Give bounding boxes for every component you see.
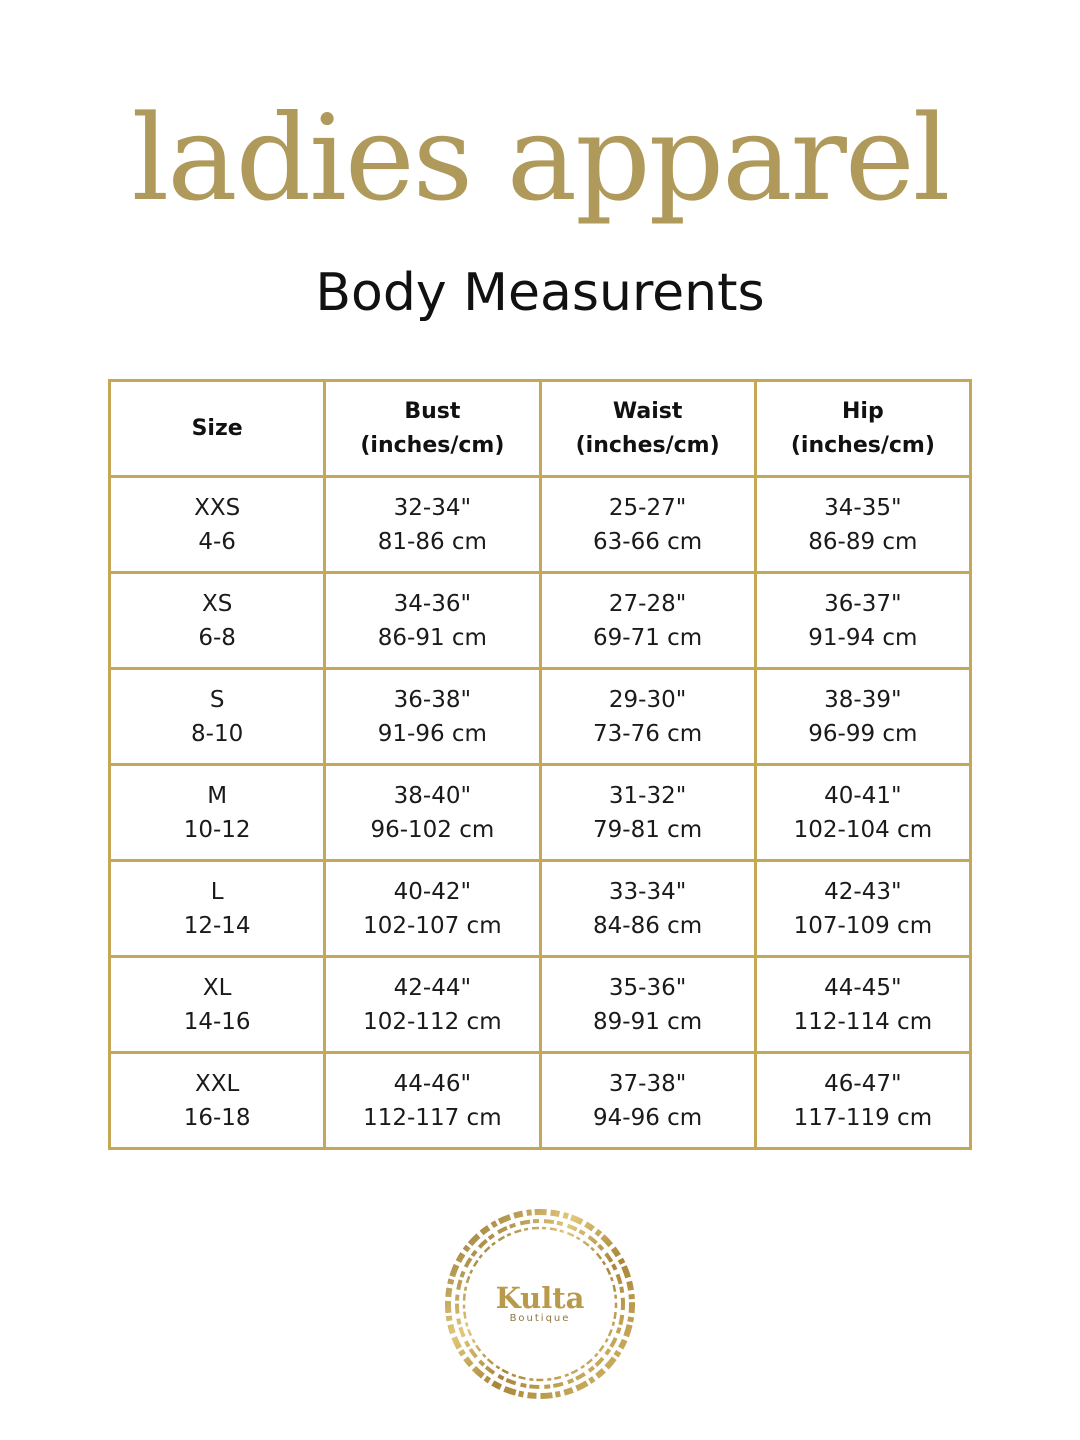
cell-secondary-value: 69-71 cm (593, 624, 703, 651)
table-row (110, 477, 971, 573)
cell-bust (325, 477, 540, 573)
cell-secondary-value: 91-94 cm (808, 624, 918, 651)
cell-primary-value: 36-38" (393, 686, 472, 713)
cell-size (110, 477, 325, 573)
cell-primary-value: 35-36" (608, 974, 687, 1001)
cell-secondary-value: 117-119 cm (793, 1104, 933, 1131)
cell-size (110, 1053, 325, 1149)
cell-primary-value: 29-30" (608, 686, 687, 713)
cell-waist (540, 669, 755, 765)
cell-secondary-value: 63-66 cm (593, 528, 703, 555)
cell-secondary-value: 96-99 cm (808, 720, 918, 747)
cell-size (110, 957, 325, 1053)
cell-secondary-value: 112-114 cm (793, 1008, 933, 1035)
column-header-bust (325, 381, 540, 477)
cell-secondary-value: 10-12 (183, 816, 251, 843)
column-header-size (110, 381, 325, 477)
cell-size (110, 573, 325, 669)
cell-waist (540, 477, 755, 573)
cell-primary-value: L (210, 878, 224, 905)
cell-hip (755, 573, 970, 669)
cell-primary-value: 40-41" (824, 782, 902, 809)
table-row (110, 957, 971, 1053)
cell-size (110, 765, 325, 861)
table-body (110, 477, 971, 1149)
cell-secondary-value: 8-10 (191, 720, 244, 747)
cell-hip (755, 861, 970, 957)
cell-secondary-value: 16-18 (183, 1104, 251, 1131)
cell-secondary-value: 73-76 cm (593, 720, 703, 747)
cell-secondary-value: 6-8 (198, 624, 236, 651)
cell-primary-value: 44-45" (824, 974, 902, 1001)
page-subtitle: Body Measurents (315, 263, 765, 323)
column-header-unit: (inches/cm) (360, 432, 505, 458)
column-header-label: Waist (612, 398, 683, 424)
cell-secondary-value: 107-109 cm (793, 912, 933, 939)
column-header-label: Bust (404, 398, 461, 424)
cell-bust (325, 765, 540, 861)
cell-primary-value: 38-40" (393, 782, 472, 809)
cell-primary-value: 42-44" (393, 974, 472, 1001)
cell-secondary-value: 96-102 cm (370, 816, 495, 843)
cell-waist (540, 765, 755, 861)
cell-primary-value: 46-47" (824, 1070, 902, 1097)
cell-bust (325, 669, 540, 765)
cell-primary-value: XL (202, 974, 232, 1001)
cell-secondary-value: 79-81 cm (593, 816, 703, 843)
cell-secondary-value: 14-16 (183, 1008, 251, 1035)
cell-secondary-value: 112-117 cm (363, 1104, 502, 1131)
table-row (110, 1053, 971, 1149)
cell-primary-value: 33-34" (608, 878, 687, 905)
cell-secondary-value: 12-14 (183, 912, 251, 939)
cell-bust (325, 957, 540, 1053)
size-chart-table (108, 379, 972, 1150)
cell-secondary-value: 84-86 cm (593, 912, 703, 939)
cell-primary-value: 32-34" (393, 494, 472, 521)
logo-name: Kulta (495, 1281, 585, 1315)
cell-secondary-value: 4-6 (198, 528, 236, 555)
cell-primary-value: 38-39" (824, 686, 902, 713)
cell-waist (540, 1053, 755, 1149)
cell-primary-value: 40-42" (393, 878, 472, 905)
cell-bust (325, 861, 540, 957)
cell-hip (755, 477, 970, 573)
cell-secondary-value: 81-86 cm (377, 528, 487, 555)
column-header-unit: (inches/cm) (790, 432, 935, 458)
cell-secondary-value: 86-91 cm (377, 624, 487, 651)
cell-secondary-value: 91-96 cm (377, 720, 487, 747)
column-header-waist (540, 381, 755, 477)
cell-hip (755, 957, 970, 1053)
cell-secondary-value: 86-89 cm (808, 528, 918, 555)
cell-primary-value: XXS (194, 494, 241, 521)
cell-primary-value: 25-27" (608, 494, 687, 521)
cell-secondary-value: 89-91 cm (593, 1008, 703, 1035)
table-row (110, 765, 971, 861)
cell-secondary-value: 102-104 cm (793, 816, 933, 843)
table-row (110, 861, 971, 957)
cell-secondary-value: 94-96 cm (593, 1104, 703, 1131)
cell-hip (755, 669, 970, 765)
cell-primary-value: XXL (194, 1070, 240, 1097)
cell-secondary-value: 102-107 cm (363, 912, 502, 939)
cell-primary-value: XS (201, 590, 233, 617)
cell-secondary-value: 102-112 cm (363, 1008, 502, 1035)
cell-bust (325, 573, 540, 669)
cell-primary-value: 34-36" (393, 590, 472, 617)
cell-primary-value: 42-43" (824, 878, 902, 905)
cell-primary-value: 31-32" (608, 782, 687, 809)
logo-tagline: Boutique (509, 1313, 571, 1324)
cell-hip (755, 1053, 970, 1149)
cell-primary-value: M (207, 782, 228, 809)
kulta-boutique-logo (440, 1204, 640, 1404)
cell-primary-value: 27-28" (608, 590, 687, 617)
page-title: ladies apparel (131, 89, 949, 227)
cell-hip (755, 765, 970, 861)
cell-waist (540, 861, 755, 957)
column-header-label: Size (191, 415, 243, 441)
column-header-unit: (inches/cm) (575, 432, 720, 458)
cell-size (110, 861, 325, 957)
cell-bust (325, 1053, 540, 1149)
cell-waist (540, 573, 755, 669)
cell-primary-value: 36-37" (824, 590, 902, 617)
cell-primary-value: 44-46" (393, 1070, 472, 1097)
table-row (110, 669, 971, 765)
column-header-label: Hip (842, 398, 884, 424)
cell-primary-value: S (209, 686, 225, 713)
cell-primary-value: 34-35" (824, 494, 902, 521)
cell-waist (540, 957, 755, 1053)
table-header-row (110, 381, 971, 477)
cell-primary-value: 37-38" (608, 1070, 687, 1097)
table-row (110, 573, 971, 669)
column-header-hip (755, 381, 970, 477)
cell-size (110, 669, 325, 765)
